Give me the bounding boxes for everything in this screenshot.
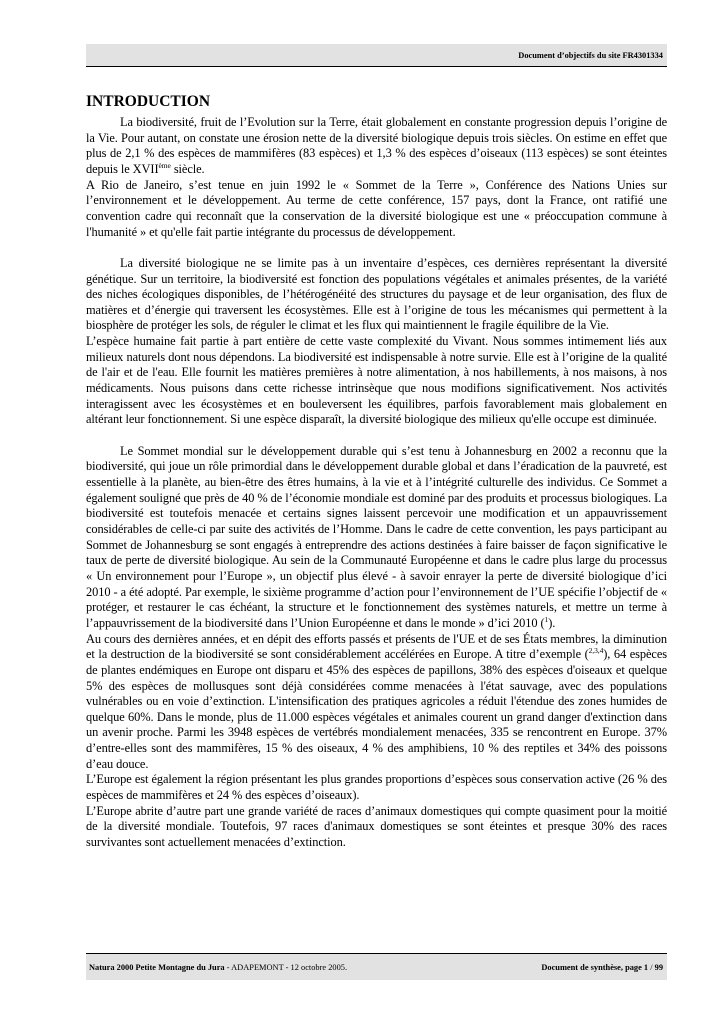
footnote-ref-2-3-4: 2,3,4 (588, 646, 604, 656)
paragraph-8: L’Europe abrite d’autre part une grande variété de races d’animaux domestiques qui compte quasiment pour la moitié de la diversité mondiale. Toutefois, 97 races d'animaux domestiques se sont éteintes et presque 30% des races survivantes sont actuellement menacées d’extinction. (86, 803, 667, 850)
page-footer (86, 954, 667, 980)
paragraph-4: L’espèce humaine fait partie à part entière de cette vaste complexité du Vivant. Nous sommes intimement liés aux milieux naturels dont nous dépendons. La biodiversité est indispensable à notre survie. Elle est à l’origine de la qualité de l'air et de l'eau. Elle fournit les matières premières à notre alimentation, à nos habillements, à nos maisons, à nos médicaments. Nous puisons dans cette richesse intrinsèque que nous modifions significativement. Nos activités interagissent avec les écosystèmes et en bouleversent les équilibres, parfois favorablement mais globalement en altérant leur fonctionnement. Si une espèce disparaît, la diversité biologique des milieux qu'elle occupe est diminuée. (86, 334, 667, 427)
header-divider (86, 66, 667, 67)
page-total: 99 (654, 962, 663, 972)
paragraph-3: La diversité biologique ne se limite pas à un inventaire d’espèces, ces dernières représentant la diversité génétique. Sur un territoire, la biodiversité est fonction des populations végétales et animales présentes, de la variété des niches écologiques disponibles, de l’hétérogénéité des structures du paysage et de leur organisation, des flux de matières et d’énergie qui traversent les écosystèmes. Elle est à l’origine de tous les mécanismes qui permettent à la biosphère de protéger les sols, de réguler le climat et les flux qui maintiennent le fragile équilibre de la Vie. (86, 255, 667, 333)
section-title: INTRODUCTION (86, 93, 211, 110)
header-title: Document d’objectifs du site FR4301334 (518, 50, 663, 60)
footer-source: Natura 2000 Petite Montagne du Jura - ADAPEMONT - 12 octobre 2005. (89, 962, 348, 972)
paragraph-2: A Rio de Janeiro, s’est tenue en juin 1992 le « Sommet de la Terre », Conférence des Nations Unies sur l’environnement et le développement. Au terme de cette conférence, 157 pays, dont la France, ont ratifié une convention cadre qui reconnaît que la conservation de la diversité biologique est une « préoccupation commune à l'humanité » et qu'elle fait partie intégrante du processus de développement. (86, 177, 667, 239)
superscript-eme: ème (158, 160, 171, 170)
footnote-ref-1: 1 (544, 614, 549, 624)
paragraph-1: La biodiversité, fruit de l’Evolution sur la Terre, était globalement en constante progression depuis l’origine de la Vie. Pour autant, on constate une érosion nette de la diversité biologique depuis trois siècles. On estime en effet que plus de 2,1 % des espèces de mammifères (83 espèces) et 1,3 % des espèces d’oiseaux (113 espèces) se sont éteintes depuis le XVIIème siècle. (86, 115, 667, 176)
paragraph-5: Le Sommet mondial sur le développement durable qui s’est tenu à Johannesburg en 2002 a reconnu que la biodiversité, qui joue un rôle primordial dans le développement durable global et dans l’éradication de la pauvreté, est essentielle à la planète, au bien-être des êtres humains, à la vie et à l’intégrité culturelle des individus. Ce Sommet a également souligné que près de 40 % de l’économie mondiale est dominé par des produits et processus biologiques. La biodiversité est toutefois menacée et certains signes laissent percevoir une modification et un appauvrissement considérables de celle-ci par suite des activités de l’Homme. Dans le cadre de cette convention, les pays participant au Sommet de Johannesburg se sont engagés à entreprendre des actions destinées à faire baisser de façon significative le taux de perte de diversité biologique. Au sein de la Communauté Européenne et dans le cadre plus large du processus « Un environnement pour l’Europe », un objectif plus élevé - à savoir enrayer la perte de diversité biologique d’ici 2010 - a été adopté. Par exemple, le sixième programme d’action pour l’environnement de l’UE spécifie l’objectif de « protéger, et restaurer le cas échéant, la structure et le fonctionnement des systèmes naturels, et mettre un terme à l’appauvrissement de la biodiversité dans l’Union Européenne et dans le monde » d’ici 2010 ($^1$). (86, 443, 667, 630)
page-header (86, 44, 667, 66)
page-number: 1 (643, 962, 649, 972)
paragraph-7: L’Europe est également la région présentant les plus grandes proportions d’espèces sous conservation active (26 % des espèces de mammifères et 24 % des espèces d’oiseaux). (86, 772, 667, 803)
main-content (86, 93, 667, 851)
paragraph-6: Au cours des dernières années, et en dépit des efforts passés et présents de l'UE et de ses États membres, la diminution et la destruction de la biodiversité se sont considérablement accélérées en Europe. A titre d’exemple ($^{2,3,4}$), 64 espèces de plantes endémiques en Europe ont disparu et 45% des espèces de papillons, 38% des espèces d'oiseaux et quelque 5% des espèces de mollusques sont déjà considérées comme menacées à l'état sauvage, avec des populations vulnérables ou en voie d’extinction. L'intensification des pratiques agricoles a réduit l'étendue des zones humides de quelque 60%. Dans le monde, plus de 11.000 espèces végétales et animales courent un grand danger d'extinction dans un avenir proche. Parmi les 3948 espèces de vertébrés mondialement menacées, 335 se rencontrent en Europe. 37% d’entre-elles sont des mammifères, 15 % des oiseaux, 4 % des amphibiens, 10 % des reptiles et 34% des poissons d’eau douce. (86, 631, 667, 771)
footer-page-info: Document de synthèse, page 1 / 99 (541, 962, 663, 972)
